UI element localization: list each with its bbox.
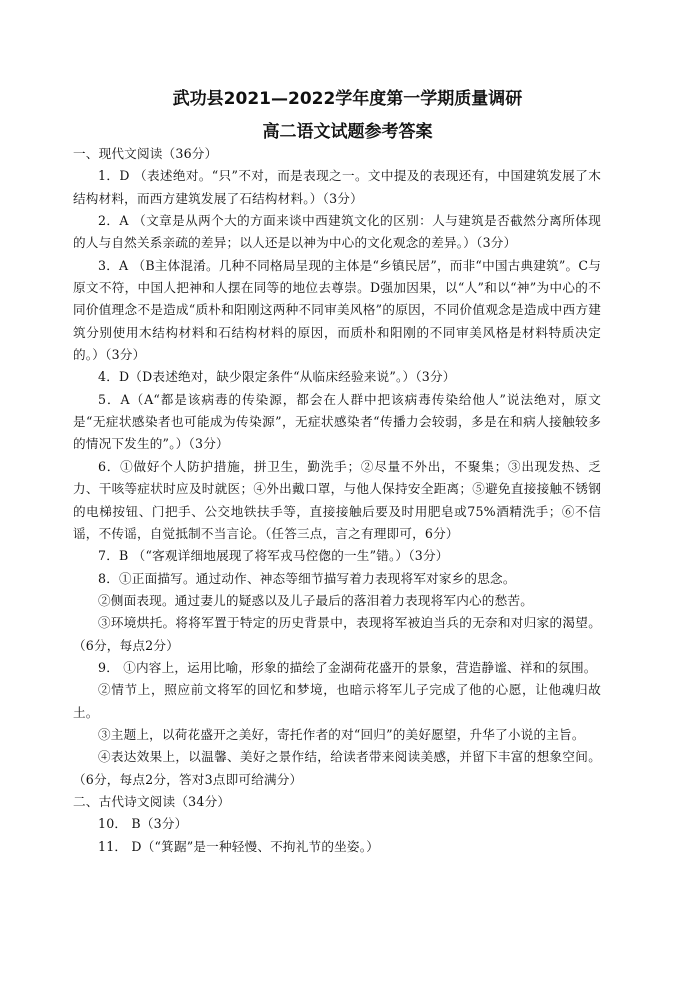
answer-paragraph: 2．A （文章是从两个大的方面来谈中西建筑文化的区别：人与建筑是否截然分离所体现的人与自然关系亲疏的差异；以人还是以神为中心的文化观念的差异。）（3分） (73, 213, 601, 251)
answer-paragraph: 8．①正面描写。通过动作、神态等细节描写着力表现将军对家乡的思念。 (98, 570, 516, 586)
answer-paragraph: ②情节上，照应前文将军的回忆和梦境，也暗示将军儿子完成了他的心愿，让他魂归故土。 (73, 682, 601, 720)
answer-paragraph: 7．B （“客观详细地展现了将军戎马倥偬的一生”错。）（3分） (98, 548, 449, 564)
section-heading: 一、现代文阅读（36分） (73, 146, 218, 161)
answer-paragraph: ②侧面表现。通过妻儿的疑惑以及儿子最后的落泪着力表现将军内心的愁苦。 (98, 592, 533, 608)
answer-paragraph: 9． ①内容上，运用比喻，形象的描绘了金湖荷花盛开的景象，营造静谧、祥和的氛围。 (98, 659, 597, 675)
answer-paragraph: 10． B（3分） (98, 816, 188, 832)
answer-paragraph: 11． D（“箕踞”是一种轻慢、不拘礼节的坐姿。） (98, 838, 379, 854)
answer-paragraph: 6．①做好个人防护措施，拼卫生，勤洗手；②尽量不外出，不聚集；③出现发热、乏力、干咳等症状时应及时就医；④外出戴口罩，与他人保持安全距离；⑤避免直接接触不锈钢的电梯按钮、门把手、公交地铁扶手等，直接接触后要及时用肥皂或75%酒精洗手；⑥不信谣，不传谣，自觉抵制不当言论。（任答三点，言之有理即可，6分） (73, 458, 601, 541)
document-title: 武功县2021—2022学年度第一学期质量调研 (172, 89, 523, 109)
answer-paragraph: 5．A（A“都是该病毒的传染源，都会在人群中把该病毒传染给他人”说法绝对，原文是“无症状感染者也可能成为传染源”，无症状感染者“传播力会较弱，多是在和病人接触较多的情况下发生的”。）（3分） (73, 391, 601, 452)
answer-paragraph: 4．D（D表述绝对，缺少限定条件“从临床经验来说”。）（3分） (98, 369, 456, 385)
answer-paragraph: ③环境烘托。将将军置于特定的历史背景中，表现将军被迫当兵的无奈和对归家的渴望。（6分，每点2分） (73, 615, 601, 653)
answer-paragraph: 1．D （表述绝对。“只”不对，而是表现之一。文中提及的表现还有，中国建筑发展了木结构材料，而西方建筑发展了石结构材料。）（3分） (73, 168, 601, 206)
answer-paragraph: ④表达效果上，以温馨、美好之景作结，给读者带来阅读美感，并留下丰富的想象空间。（6分，每点2分，答对3点即可给满分） (73, 749, 601, 787)
document-subtitle: 高二语文试题参考答案 (262, 122, 433, 142)
answer-content (73, 143, 601, 858)
answer-paragraph: 3．A （B主体混淆。几种不同格局呈现的主体是“乡镇民居”，而非“中国古典建筑”。C与原文不符，中国人把神和人摆在同等的地位去尊崇。D强加因果，以“人”和以“神”为中心的不同价值理念不是造成“质朴和阳刚这两种不同审美风格”的原因，不同价值观念是造成中西方建筑分别使用木结构材料和石结构材料的原因，而质朴和阳刚的不同审美风格是材料特质决定的。）（3分） (73, 257, 601, 363)
section-heading: 二、古代诗文阅读（34分） (73, 793, 231, 809)
answer-paragraph: ③主题上，以荷花盛开之美好，寄托作者的对“回归”的美好愿望，升华了小说的主旨。 (98, 726, 585, 742)
